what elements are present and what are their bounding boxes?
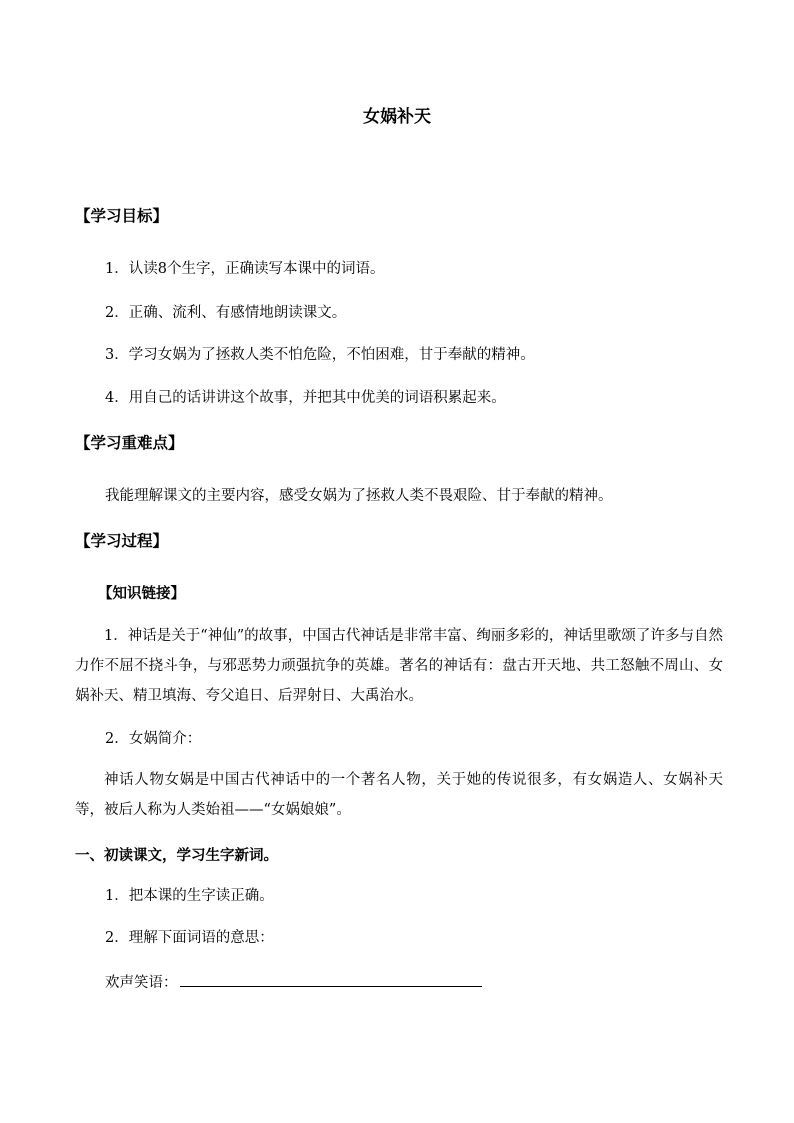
page-title: 女娲补天: [363, 107, 431, 127]
key-points-text: 我能理解课文的主要内容，感受女娲为了拯救人类不畏艰险、甘于奉献的精神。: [105, 488, 613, 504]
key-points-heading: 【学习重难点】: [75, 433, 184, 452]
fill-in-blank-line[interactable]: [180, 972, 482, 987]
objective-item-4: 4．用自己的话讲讲这个故事，并把其中优美的词语积累起来。: [105, 390, 506, 406]
objective-item-1: 1．认读8个生字，正确读写本课中的词语。: [105, 261, 385, 277]
objective-item-2: 2．正确、流利、有感情地朗读课文。: [105, 305, 347, 321]
section1-item-1: 1．把本课的生字读正确。: [105, 888, 274, 904]
fill-in-label: 欢声笑语：: [105, 975, 178, 991]
knowledge-link-heading: 【知识链接】: [98, 585, 185, 602]
knowledge-link-item-2: 2．女娲简介：: [105, 731, 202, 747]
process-heading: 【学习过程】: [75, 531, 169, 550]
fill-in-row: [105, 972, 482, 993]
section1-heading: 一、初读课文，学习生字新词。: [75, 847, 278, 864]
section1-item-2: 2．理解下面词语的意思：: [105, 930, 274, 946]
nuwa-intro-text: 神话人物女娲是中国古代神话中的一个著名人物，关于她的传说很多，有女娲造人、女娲补天等，被后人称为人类始祖——“女娲娘娘”。: [75, 772, 723, 818]
knowledge-link-item-1: 1．神话是关于“神仙”的故事，中国古代神话是非常丰富、绚丽多彩的，神话里歌颂了许多与自然力作不屈不挠斗争，与邪恶势力顽强抗争的英雄。著名的神话有：盘古开天地、共工怒触不周山、女娲补天、精卫填海、夸父追日、后羿射日、大禹治水。: [75, 628, 723, 704]
objective-item-3: 3．学习女娲为了拯救人类不怕危险，不怕困难，甘于奉献的精神。: [105, 347, 535, 363]
objectives-heading: 【学习目标】: [75, 206, 169, 225]
